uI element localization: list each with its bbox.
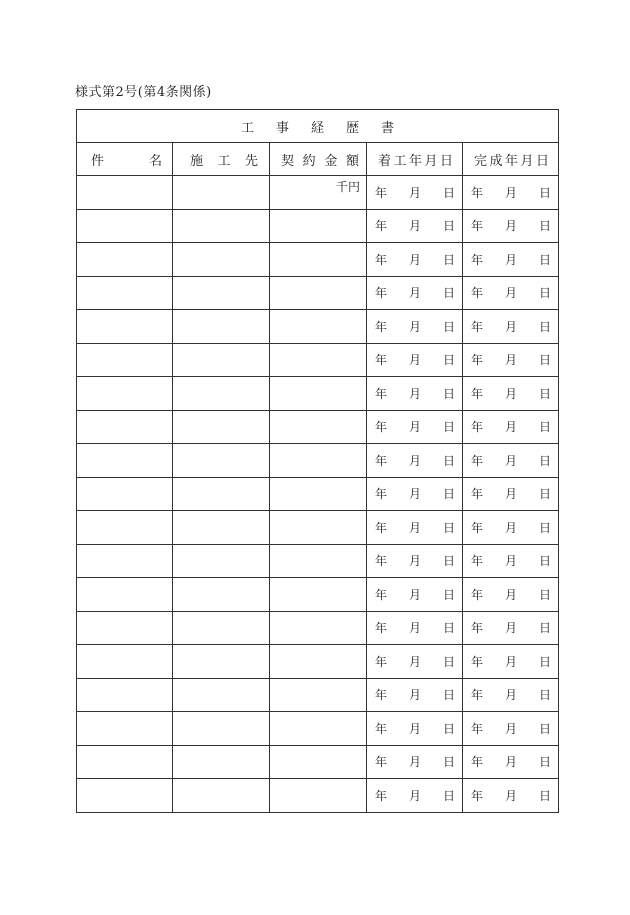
start-date-month-label: 月 [408, 520, 421, 535]
contract-amount-cell[interactable] [270, 243, 367, 277]
start-date-day-label: 日 [442, 420, 455, 435]
start-date-year-label: 年 [374, 654, 387, 669]
header-completion-date-char: 月 [520, 153, 534, 169]
start-date-year-label: 年 [374, 286, 387, 301]
contract-amount-cell[interactable] [270, 611, 367, 645]
header-project-name [77, 143, 173, 176]
completion-date-year-label: 年 [470, 654, 483, 669]
table-row [77, 611, 559, 645]
start-date-year-label: 年 [374, 587, 387, 602]
completion-date-year-label: 年 [470, 252, 483, 267]
start-date-year-label: 年 [374, 755, 387, 770]
start-date-cell[interactable] [367, 310, 463, 344]
start-date-cell[interactable] [367, 477, 463, 511]
completion-date-cell[interactable] [463, 209, 559, 243]
completion-date-year-label: 年 [470, 453, 483, 468]
table-row [77, 712, 559, 746]
completion-date-year-label: 年 [470, 185, 483, 200]
completion-date-year-label: 年 [470, 420, 483, 435]
completion-date-year-label: 年 [470, 219, 483, 234]
client-cell[interactable] [173, 578, 270, 612]
start-date-month-label: 月 [408, 319, 421, 334]
start-date-day-label: 日 [442, 353, 455, 368]
contract-amount-cell[interactable] [270, 343, 367, 377]
header-start-date-char: 工 [393, 153, 407, 169]
table-row [77, 343, 559, 377]
completion-date-day-label: 日 [539, 755, 552, 770]
completion-date-cell[interactable] [463, 745, 559, 779]
header-start-date-char: 着 [378, 153, 392, 169]
completion-date-month-label: 月 [504, 520, 517, 535]
contract-amount-cell[interactable] [270, 477, 367, 511]
project-name-cell[interactable] [77, 745, 173, 779]
header-project-name-char: 名 [148, 153, 162, 169]
header-contract-amount-char: 金 [324, 153, 338, 169]
completion-date-day-label: 日 [539, 252, 552, 267]
start-date-day-label: 日 [442, 520, 455, 535]
table-row [77, 209, 559, 243]
completion-date-day-label: 日 [539, 587, 552, 602]
start-date-cell[interactable] [367, 209, 463, 243]
completion-date-year-label: 年 [470, 587, 483, 602]
start-date-month-label: 月 [408, 487, 421, 502]
start-date-day-label: 日 [442, 487, 455, 502]
client-cell[interactable] [173, 645, 270, 679]
contract-amount-cell[interactable] [270, 544, 367, 578]
form-title-char: 書 [381, 120, 395, 136]
start-date-cell[interactable] [367, 276, 463, 310]
client-cell[interactable] [173, 544, 270, 578]
start-date-year-label: 年 [374, 219, 387, 234]
form-title-char: 事 [275, 120, 289, 136]
start-date-year-label: 年 [374, 520, 387, 535]
header-completion-date-char: 日 [536, 153, 550, 169]
start-date-day-label: 日 [442, 654, 455, 669]
start-date-day-label: 日 [442, 219, 455, 234]
completion-date-month-label: 月 [504, 185, 517, 200]
table-row [77, 578, 559, 612]
start-date-year-label: 年 [374, 185, 387, 200]
start-date-cell[interactable] [367, 645, 463, 679]
table-row [77, 477, 559, 511]
header-completion-date-char: 完 [474, 153, 488, 169]
project-name-cell[interactable] [77, 243, 173, 277]
construction-history-table [76, 109, 559, 813]
completion-date-year-label: 年 [470, 788, 483, 803]
completion-date-day-label: 日 [539, 319, 552, 334]
table-row [77, 444, 559, 478]
start-date-cell[interactable] [367, 611, 463, 645]
contract-amount-cell[interactable] [270, 712, 367, 746]
completion-date-day-label: 日 [539, 453, 552, 468]
completion-date-month-label: 月 [504, 219, 517, 234]
start-date-month-label: 月 [408, 286, 421, 301]
completion-date-year-label: 年 [470, 487, 483, 502]
client-cell[interactable] [173, 511, 270, 545]
completion-date-month-label: 月 [504, 487, 517, 502]
completion-date-day-label: 日 [539, 487, 552, 502]
contract-amount-cell[interactable] [270, 745, 367, 779]
start-date-month-label: 月 [408, 185, 421, 200]
start-date-cell[interactable] [367, 779, 463, 813]
completion-date-cell[interactable] [463, 712, 559, 746]
start-date-year-label: 年 [374, 420, 387, 435]
client-cell[interactable] [173, 209, 270, 243]
header-client-char: 施 [190, 153, 204, 169]
start-date-year-label: 年 [374, 453, 387, 468]
completion-date-month-label: 月 [504, 353, 517, 368]
start-date-day-label: 日 [442, 386, 455, 401]
completion-date-year-label: 年 [470, 688, 483, 703]
client-cell[interactable] [173, 477, 270, 511]
project-name-cell[interactable] [77, 176, 173, 210]
start-date-day-label: 日 [442, 788, 455, 803]
start-date-year-label: 年 [374, 386, 387, 401]
form-title-char: 歴 [346, 120, 360, 136]
completion-date-month-label: 月 [504, 319, 517, 334]
header-client-char: 工 [217, 153, 231, 169]
completion-date-cell[interactable] [463, 276, 559, 310]
project-name-cell[interactable] [77, 779, 173, 813]
completion-date-year-label: 年 [470, 554, 483, 569]
table-row [77, 544, 559, 578]
client-cell[interactable] [173, 276, 270, 310]
form-title [77, 110, 559, 143]
header-contract-amount [270, 143, 367, 176]
completion-date-cell[interactable] [463, 511, 559, 545]
completion-date-year-label: 年 [470, 520, 483, 535]
start-date-year-label: 年 [374, 688, 387, 703]
completion-date-cell[interactable] [463, 544, 559, 578]
completion-date-cell[interactable] [463, 779, 559, 813]
completion-date-cell[interactable] [463, 310, 559, 344]
start-date-cell[interactable] [367, 511, 463, 545]
contract-amount-cell[interactable] [270, 511, 367, 545]
table-row [77, 176, 559, 210]
start-date-day-label: 日 [442, 554, 455, 569]
start-date-cell[interactable] [367, 377, 463, 411]
table-row [77, 410, 559, 444]
start-date-day-label: 日 [442, 453, 455, 468]
form-title-char: 工 [240, 120, 254, 136]
completion-date-cell[interactable] [463, 645, 559, 679]
table-row [77, 276, 559, 310]
client-cell[interactable] [173, 410, 270, 444]
header-start-date [367, 143, 463, 176]
completion-date-cell[interactable] [463, 444, 559, 478]
header-client [173, 143, 270, 176]
start-date-day-label: 日 [442, 621, 455, 636]
completion-date-month-label: 月 [504, 688, 517, 703]
start-date-day-label: 日 [442, 319, 455, 334]
client-cell[interactable] [173, 176, 270, 210]
completion-date-day-label: 日 [539, 554, 552, 569]
completion-date-day-label: 日 [539, 688, 552, 703]
start-date-month-label: 月 [408, 219, 421, 234]
start-date-month-label: 月 [408, 688, 421, 703]
project-name-cell[interactable] [77, 377, 173, 411]
contract-amount-cell[interactable] [270, 678, 367, 712]
project-name-cell[interactable] [77, 678, 173, 712]
completion-date-month-label: 月 [504, 788, 517, 803]
completion-date-cell[interactable] [463, 578, 559, 612]
start-date-year-label: 年 [374, 487, 387, 502]
completion-date-day-label: 日 [539, 386, 552, 401]
project-name-cell[interactable] [77, 511, 173, 545]
start-date-month-label: 月 [408, 654, 421, 669]
contract-amount-cell[interactable] [270, 444, 367, 478]
completion-date-month-label: 月 [504, 721, 517, 736]
completion-date-year-label: 年 [470, 286, 483, 301]
header-start-date-char: 年 [408, 153, 422, 169]
start-date-year-label: 年 [374, 353, 387, 368]
start-date-month-label: 月 [408, 755, 421, 770]
start-date-cell[interactable] [367, 444, 463, 478]
project-name-cell[interactable] [77, 645, 173, 679]
project-name-cell[interactable] [77, 209, 173, 243]
start-date-month-label: 月 [408, 353, 421, 368]
completion-date-month-label: 月 [504, 453, 517, 468]
start-date-month-label: 月 [408, 420, 421, 435]
completion-date-month-label: 月 [504, 252, 517, 267]
contract-amount-cell[interactable] [270, 645, 367, 679]
start-date-month-label: 月 [408, 453, 421, 468]
start-date-month-label: 月 [408, 788, 421, 803]
header-completion-date-char: 年 [505, 153, 519, 169]
project-name-cell[interactable] [77, 310, 173, 344]
completion-date-month-label: 月 [504, 420, 517, 435]
completion-date-cell[interactable] [463, 343, 559, 377]
completion-date-month-label: 月 [504, 654, 517, 669]
completion-date-day-label: 日 [539, 219, 552, 234]
completion-date-day-label: 日 [539, 654, 552, 669]
header-client-char: 先 [244, 153, 258, 169]
start-date-month-label: 月 [408, 554, 421, 569]
completion-date-day-label: 日 [539, 353, 552, 368]
completion-date-cell[interactable] [463, 477, 559, 511]
completion-date-month-label: 月 [504, 286, 517, 301]
completion-date-cell[interactable] [463, 377, 559, 411]
form-title-char: 経 [311, 120, 325, 136]
table-row [77, 377, 559, 411]
contract-amount-cell[interactable] [270, 176, 367, 210]
project-name-cell[interactable] [77, 544, 173, 578]
project-name-cell[interactable] [77, 343, 173, 377]
contract-amount-cell[interactable] [270, 578, 367, 612]
start-date-day-label: 日 [442, 252, 455, 267]
table-row [77, 779, 559, 813]
start-date-year-label: 年 [374, 554, 387, 569]
start-date-day-label: 日 [442, 286, 455, 301]
start-date-cell[interactable] [367, 410, 463, 444]
start-date-year-label: 年 [374, 788, 387, 803]
start-date-year-label: 年 [374, 621, 387, 636]
completion-date-cell[interactable] [463, 611, 559, 645]
client-cell[interactable] [173, 678, 270, 712]
completion-date-month-label: 月 [504, 554, 517, 569]
start-date-day-label: 日 [442, 721, 455, 736]
start-date-cell[interactable] [367, 176, 463, 210]
project-name-cell[interactable] [77, 410, 173, 444]
project-name-cell[interactable] [77, 611, 173, 645]
completion-date-day-label: 日 [539, 520, 552, 535]
start-date-cell[interactable] [367, 578, 463, 612]
completion-date-day-label: 日 [539, 721, 552, 736]
completion-date-year-label: 年 [470, 386, 483, 401]
start-date-month-label: 月 [408, 587, 421, 602]
start-date-day-label: 日 [442, 587, 455, 602]
header-completion-date-char: 成 [489, 153, 503, 169]
contract-amount-cell[interactable] [270, 410, 367, 444]
completion-date-day-label: 日 [539, 286, 552, 301]
completion-date-cell[interactable] [463, 678, 559, 712]
table-row [77, 645, 559, 679]
completion-date-month-label: 月 [504, 755, 517, 770]
header-contract-amount-char: 額 [345, 153, 359, 169]
completion-date-month-label: 月 [504, 587, 517, 602]
start-date-month-label: 月 [408, 621, 421, 636]
form-number: 様式第2号(第4条関係) [75, 85, 212, 100]
contract-amount-cell[interactable] [270, 310, 367, 344]
client-cell[interactable] [173, 377, 270, 411]
start-date-cell[interactable] [367, 745, 463, 779]
completion-date-year-label: 年 [470, 721, 483, 736]
client-cell[interactable] [173, 444, 270, 478]
client-cell[interactable] [173, 310, 270, 344]
start-date-day-label: 日 [442, 688, 455, 703]
client-cell[interactable] [173, 712, 270, 746]
header-project-name-char: 件 [91, 153, 105, 169]
contract-amount-cell[interactable] [270, 209, 367, 243]
start-date-day-label: 日 [442, 755, 455, 770]
completion-date-month-label: 月 [504, 386, 517, 401]
contract-amount-cell[interactable] [270, 276, 367, 310]
table-row [77, 678, 559, 712]
completion-date-month-label: 月 [504, 621, 517, 636]
project-name-cell[interactable] [77, 578, 173, 612]
table-row [77, 745, 559, 779]
client-cell[interactable] [173, 611, 270, 645]
completion-date-day-label: 日 [539, 788, 552, 803]
start-date-cell[interactable] [367, 712, 463, 746]
header-start-date-char: 月 [424, 153, 438, 169]
client-cell[interactable] [173, 343, 270, 377]
table-row [77, 243, 559, 277]
completion-date-cell[interactable] [463, 176, 559, 210]
start-date-month-label: 月 [408, 386, 421, 401]
start-date-year-label: 年 [374, 252, 387, 267]
completion-date-day-label: 日 [539, 185, 552, 200]
start-date-day-label: 日 [442, 185, 455, 200]
header-contract-amount-char: 契 [281, 153, 295, 169]
table-row [77, 310, 559, 344]
start-date-cell[interactable] [367, 343, 463, 377]
completion-date-year-label: 年 [470, 319, 483, 334]
contract-amount-cell[interactable] [270, 779, 367, 813]
client-cell[interactable] [173, 779, 270, 813]
start-date-cell[interactable] [367, 678, 463, 712]
project-name-cell[interactable] [77, 712, 173, 746]
project-name-cell[interactable] [77, 477, 173, 511]
start-date-year-label: 年 [374, 319, 387, 334]
contract-amount-cell[interactable] [270, 377, 367, 411]
completion-date-cell[interactable] [463, 410, 559, 444]
completion-date-year-label: 年 [470, 755, 483, 770]
completion-date-year-label: 年 [470, 353, 483, 368]
header-contract-amount-char: 約 [302, 153, 316, 169]
amount-unit-label: 千円 [335, 180, 360, 194]
completion-date-day-label: 日 [539, 621, 552, 636]
completion-date-cell[interactable] [463, 243, 559, 277]
start-date-cell[interactable] [367, 544, 463, 578]
project-name-cell[interactable] [77, 444, 173, 478]
completion-date-year-label: 年 [470, 621, 483, 636]
client-cell[interactable] [173, 243, 270, 277]
start-date-year-label: 年 [374, 721, 387, 736]
start-date-month-label: 月 [408, 252, 421, 267]
start-date-month-label: 月 [408, 721, 421, 736]
start-date-cell[interactable] [367, 243, 463, 277]
header-completion-date [463, 143, 559, 176]
header-start-date-char: 日 [439, 153, 453, 169]
completion-date-day-label: 日 [539, 420, 552, 435]
client-cell[interactable] [173, 745, 270, 779]
project-name-cell[interactable] [77, 276, 173, 310]
table-row [77, 511, 559, 545]
